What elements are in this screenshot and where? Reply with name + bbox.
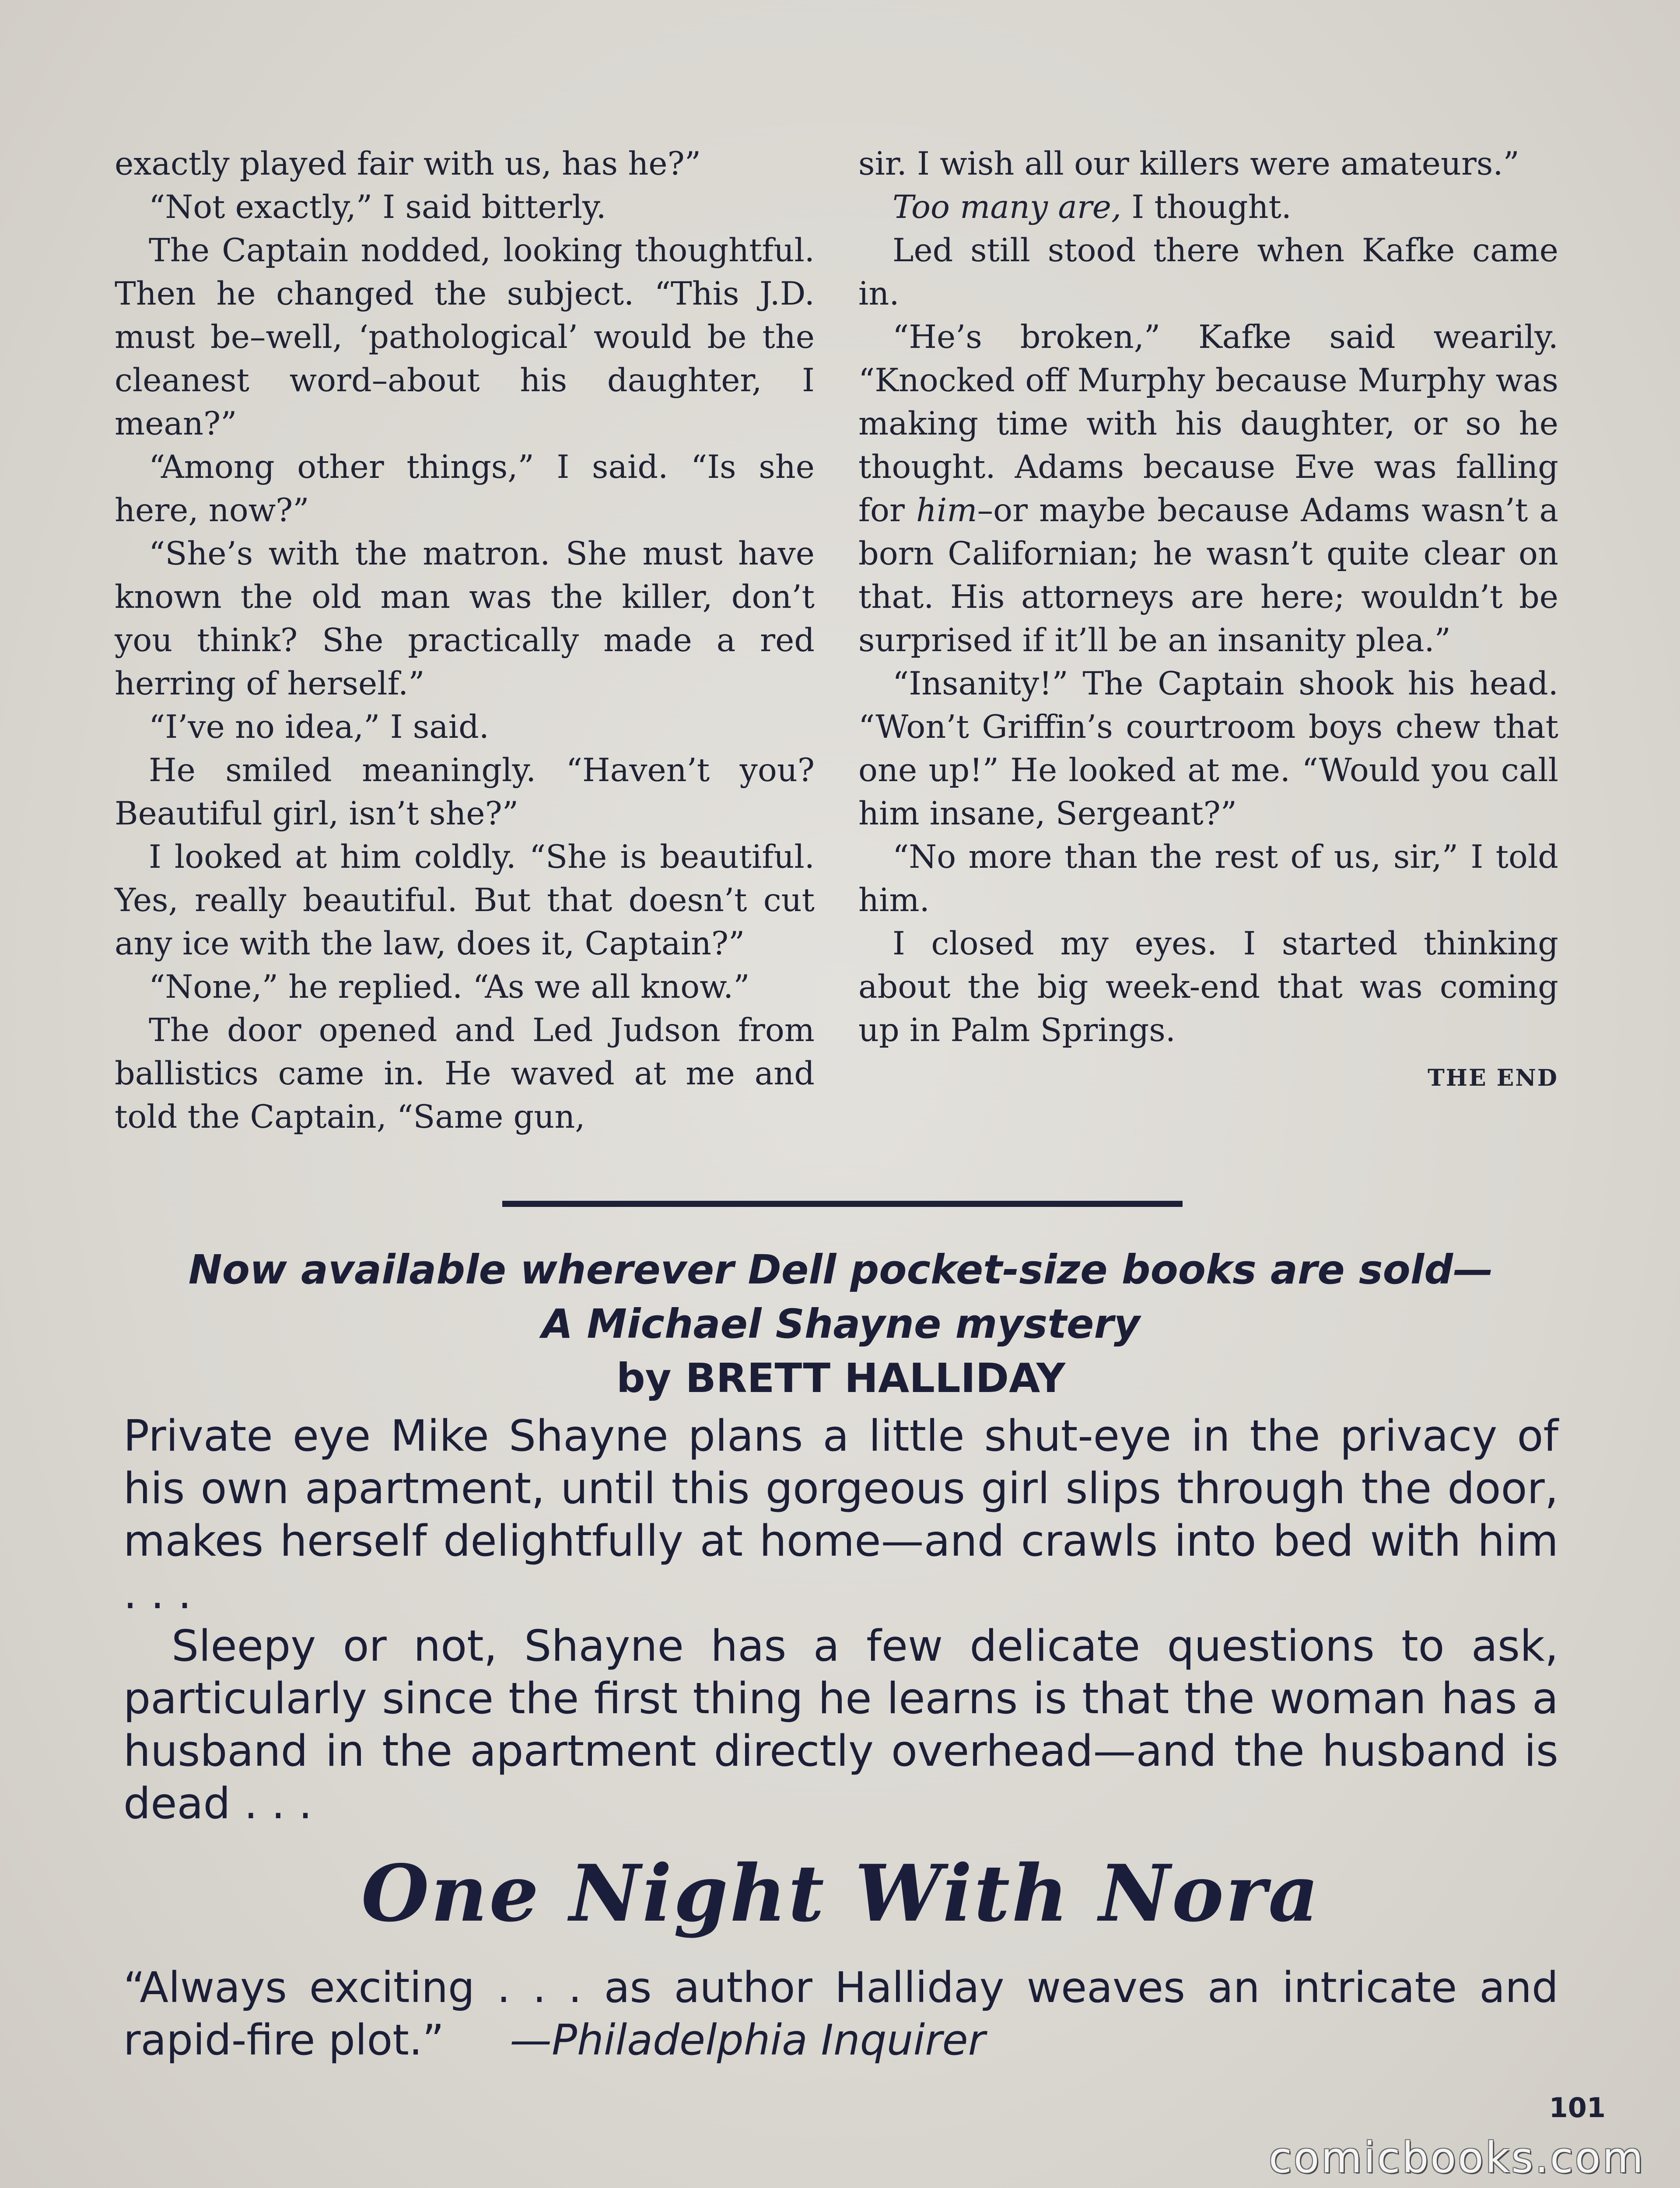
book-title: One Night With Nora — [361, 1848, 1321, 1939]
divider-rule — [502, 1201, 1183, 1207]
paragraph: exactly played fair with us, has he?” — [115, 145, 701, 182]
italic-text: Too many are, — [892, 189, 1122, 226]
italic-text: him — [916, 492, 977, 529]
book-advertisement — [123, 1243, 1558, 2066]
paragraph: “Not exactly,” I said bitterly. — [149, 189, 606, 226]
ad-headline: Now available wherever Dell pocket-size books are sold— — [188, 1246, 1494, 1293]
paragraph: Led still stood there when Kafke came in. — [858, 232, 1558, 312]
story-text — [115, 142, 1558, 1201]
ad-blurb: Sleepy or not, Shayne has a few delicate questions to ask, particularly since the first thing he learns is that the woman has a husband in the apartment directly overhead—and the husband is dead . . . — [123, 1621, 1558, 1829]
the-end-label: THE END — [1428, 1065, 1558, 1091]
paragraph-text: “He’s broken,” Kafke said wearily. “Knocked off Murphy because Murphy was making time with his daughter, or so he thought. Adams because Eve was falling for — [858, 319, 1558, 529]
paragraph: He smiled meaningly. “Haven’t you? Beautiful girl, isn’t she?” — [115, 752, 815, 832]
paragraph: “No more than the rest of us, sir,” I told him. — [858, 838, 1558, 919]
watermark: comicbooks.com — [1268, 2133, 1645, 2182]
ad-byline: by BRETT HALLIDAY — [616, 1355, 1066, 1402]
ad-subheadline: A Michael Shayne mystery — [542, 1301, 1140, 1347]
paragraph: “Among other things,” I said. “Is she here, now?” — [115, 449, 815, 529]
paragraph: The Captain nodded, looking thoughtful. Then he changed the subject. “This J.D. must be–well, ‘pathological’ would be the cleanest word–about his daughter, I mean?” — [115, 232, 815, 442]
paragraph-text: I thought. — [1121, 189, 1292, 226]
paragraph: “Insanity!” The Captain shook his head. “Won’t Griffin’s courtroom boys chew that one up!” He looked at me. “Would you call him insane, Sergeant?” — [858, 665, 1558, 832]
right-column — [858, 142, 1558, 1100]
paragraph — [858, 316, 1558, 662]
paragraph — [858, 186, 1558, 229]
paragraph: “I’ve no idea,” I said. — [149, 708, 490, 746]
review-quote — [123, 1961, 1558, 2066]
quote-text: “Always exciting . . . as author Halliday weaves an intricate and rapid-fire plot.” — [123, 1963, 1558, 2065]
paragraph-text: –or maybe because Adams wasn’t a born Californian; he wasn’t quite clear on that. His attorneys are here; wouldn’t be surprised if it’ll be an insanity plea.” — [858, 492, 1558, 659]
paragraph: I looked at him coldly. “She is beautiful. Yes, really beautiful. But that doesn’t cut any ice with the law, does it, Captain?” — [115, 838, 815, 962]
paragraph: I closed my eyes. I started thinking about the big week-end that was coming up in Palm Springs. — [858, 925, 1558, 1049]
paragraph: The door opened and Led Judson from ballistics came in. He waved at me and told the Captain, “Same gun, — [115, 1012, 815, 1136]
paragraph: sir. I wish all our killers were amateurs.” — [858, 145, 1519, 182]
ad-blurb: Private eye Mike Shayne plans a little shut-eye in the privacy of his own apartment, until this gorgeous girl slips through the door, makes herself delightfully at home—and crawls into bed with him . . . — [123, 1411, 1558, 1619]
paragraph: “She’s with the matron. She must have known the old man was the killer, don’t you think? She practically made a red herring of herself.” — [115, 535, 815, 702]
left-column — [115, 142, 815, 1139]
page-number: 101 — [1549, 2092, 1606, 2124]
quote-source: —Philadelphia Inquirer — [510, 2016, 986, 2065]
paragraph: “None,” he replied. “As we all know.” — [149, 968, 750, 1006]
